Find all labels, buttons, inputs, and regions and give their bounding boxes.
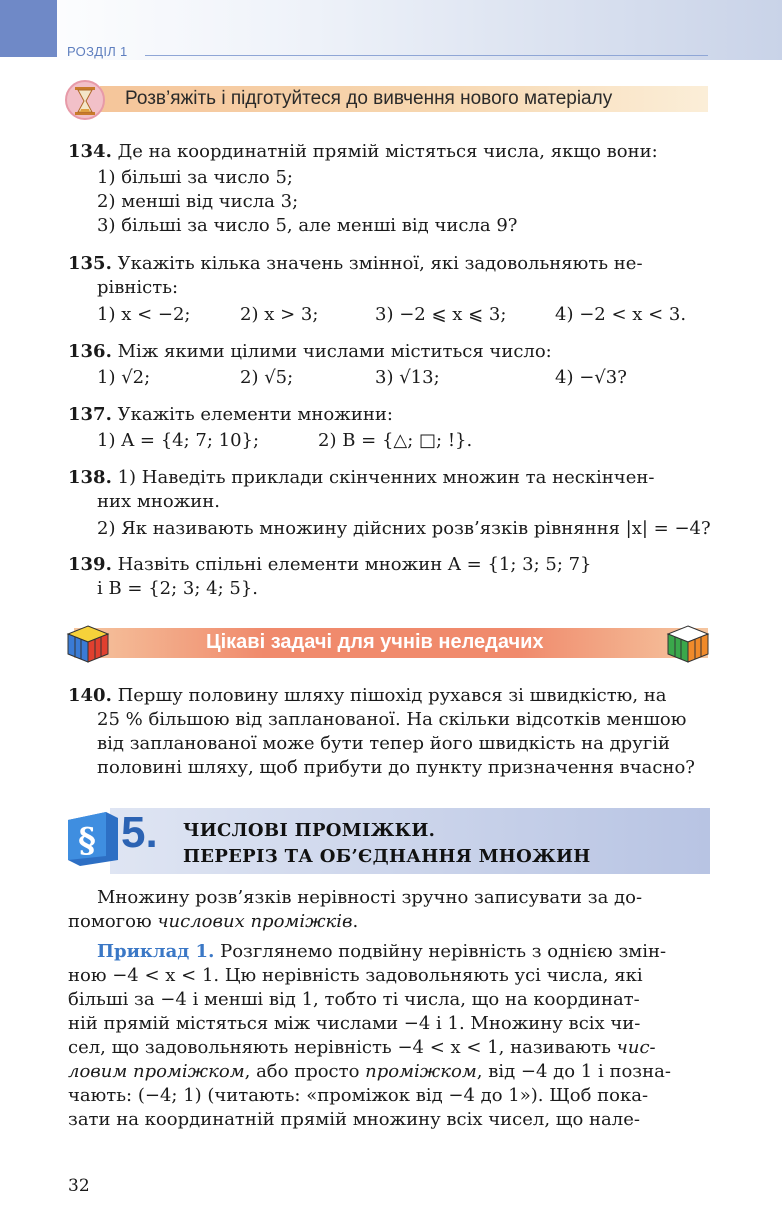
exercise-text: від запланованої може бути тепер його швидкість на другій [97, 733, 670, 754]
term-numeric-intervals: числових проміжків [157, 911, 353, 932]
exercise-138 [68, 466, 654, 490]
prepare-banner-text: Розв’яжіть і підготуйтеся до вивчення нового матеріалу [125, 88, 613, 109]
example-text: сел, що задовольняють нерівність −4 < x < 1, називають чис- [68, 1037, 656, 1058]
exercise-text: Укажіть елементи множини: [117, 404, 393, 425]
exercise-140 [68, 684, 667, 708]
intro-line: помогою числових проміжків. [68, 911, 359, 932]
corner-tab [0, 0, 57, 57]
intro-line: Множину розв’язків нерівності зручно записувати за до- [97, 887, 643, 908]
list-item: 4) −2 < x < 3. [555, 304, 687, 325]
list-item: 2) менші від числа 3; [97, 191, 299, 212]
exercise-text: 25 % більшою від запланованої. На скільки відсотків меншою [97, 709, 687, 730]
exercise-number: 136. [68, 341, 112, 362]
exercise-number: 137. [68, 404, 112, 425]
section-title-line2: ПЕРЕРІЗ ТА ОБ’ЄДНАННЯ МНОЖИН [183, 846, 591, 867]
example-text: зати на координатній прямій множину всіх чисел, що нале- [68, 1109, 640, 1130]
list-item: 3) більші за число 5, але менші від числа 9? [97, 215, 518, 236]
section-label: РОЗДІЛ 1 [67, 44, 128, 59]
exercise-134 [68, 140, 658, 164]
svg-text:§: § [78, 821, 96, 861]
prepare-banner [100, 86, 708, 112]
rubik-cube-icon [66, 624, 110, 664]
page-number: 32 [68, 1176, 90, 1196]
fun-tasks-banner [74, 628, 708, 658]
exercise-number: 140. [68, 685, 112, 706]
example-text: ловим проміжком, або просто проміжком, від −4 до 1 і позна- [68, 1061, 671, 1082]
list-item: 3) −2 ⩽ x ⩽ 3; [375, 304, 507, 325]
exercise-number: 139. [68, 554, 112, 575]
example-text: більші за −4 і менші від 1, тобто ті числа, що на координат- [68, 989, 640, 1010]
exercise-text: 2) Як називають множину дійсних розв’язків рівняння |x| = −4? [97, 518, 711, 539]
fun-tasks-banner-text: Цікаві задачі для учнів неледачих [206, 631, 544, 653]
hourglass-icon [65, 80, 105, 120]
list-item: 1) більші за число 5; [97, 167, 293, 188]
list-item: 2) √5; [240, 367, 294, 388]
exercise-136 [68, 340, 552, 364]
paragraph-icon [68, 812, 118, 866]
exercise-text: Де на координатній прямій містяться числа, якщо вони: [117, 141, 658, 162]
exercise-text: Укажіть кілька значень змінної, які задовольняють не- [117, 253, 643, 274]
exercise-135 [68, 252, 643, 276]
exercise-text: половині шляху, щоб прибути до пункту призначення вчасно? [97, 757, 695, 778]
section-title-line1: ЧИСЛОВІ ПРОМІЖКИ. [183, 820, 436, 841]
exercise-number: 134. [68, 141, 112, 162]
exercise-139 [68, 553, 592, 577]
exercise-number: 138. [68, 467, 112, 488]
section-number: 5. [121, 808, 158, 857]
exercise-text: Назвіть спільні елементи множин A = {1; 3; 5; 7} [117, 554, 592, 575]
example-1: Приклад 1. Розглянемо подвійну нерівність з однією змін- [97, 941, 667, 962]
rubik-cube-icon [666, 624, 710, 664]
list-item: 1) √2; [97, 367, 151, 388]
list-item: 1) x < −2; [97, 304, 191, 325]
header-rule [145, 55, 708, 56]
exercise-text: Першу половину шляху пішохід рухався зі швидкістю, на [117, 685, 667, 706]
list-item: 2) B = {△; □; !}. [318, 430, 473, 451]
exercise-text: Між якими цілими числами міститься число: [117, 341, 552, 362]
example-text: ною −4 < x < 1. Цю нерівність задовольняють усі числа, які [68, 965, 643, 986]
exercise-137 [68, 403, 393, 427]
exercise-text: рівність: [97, 277, 179, 298]
exercise-text: і B = {2; 3; 4; 5}. [97, 578, 259, 599]
list-item: 4) −√3? [555, 367, 627, 388]
example-label: Приклад 1. [97, 941, 215, 962]
example-text: ній прямій містяться між числами −4 і 1. Множину всіх чи- [68, 1013, 641, 1034]
exercise-text: них множин. [97, 491, 220, 512]
list-item: 1) A = {4; 7; 10}; [97, 430, 260, 451]
list-item: 2) x > 3; [240, 304, 319, 325]
example-text: чають: (−4; 1) (читають: «проміжок від −4 до 1»). Щоб пока- [68, 1085, 649, 1106]
exercise-text: 1) Наведіть приклади скінченних множин та нескінчен- [117, 467, 655, 488]
list-item: 3) √13; [375, 367, 440, 388]
exercise-number: 135. [68, 253, 112, 274]
